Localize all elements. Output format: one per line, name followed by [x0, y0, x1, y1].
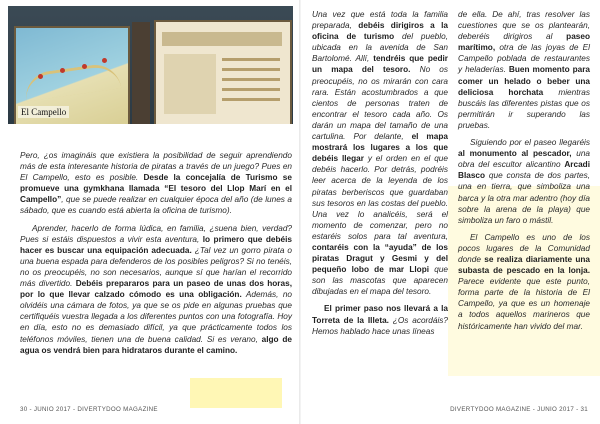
italic-text-run: Pero, ¿os imagináis que existiera la posibilidad de seguir aprendiendo más de esta interesante historia de piratas a través de un juego? Pues en El Campello, esto es posible.	[20, 151, 292, 183]
italic-text-run: Aprender, hacerlo de forma lúdica, en familia, ¿suena bien, verdad? Pues si estáis dispuestos a vivir esta aventura,	[20, 223, 292, 244]
bold-text-run: Arcadi Blasco	[458, 160, 590, 181]
page-gutter	[299, 0, 301, 424]
article-paragraph	[458, 232, 590, 332]
footer-left: 30 - JUNIO 2017 - DIVERTYDOO MAGAZINE	[20, 406, 158, 413]
bold-text-run: algo de agua os vendrá bien para hidrataros durante el camino.	[20, 334, 292, 355]
bold-text-run: al monumento al pescador,	[458, 149, 572, 159]
article-paragraph	[312, 303, 448, 336]
bold-text-run: se realiza diariamente una subasta de pescado en la lonja.	[458, 254, 590, 276]
italic-text-run: Una vez que está toda la familia preparada,	[312, 10, 448, 31]
decorative-yellow-block-left	[190, 378, 282, 408]
bold-text-run: debéis dirigiros a la oficina de turismo	[312, 21, 448, 42]
article-paragraph	[458, 9, 590, 131]
panel-post	[132, 22, 150, 124]
italic-text-run: otra de las joyas de El Campello poblada de restaurantes y heladerías.	[458, 43, 590, 75]
italic-text-run: mientras buscáis las diferentes pistas que os permitirán ir superando las pruebas.	[458, 87, 590, 130]
article-paragraph	[20, 223, 292, 356]
italic-text-run: Parece evidente que este punto, forma parte de la historia de El Campello, ya que es un homenaje a todos aquellos marineros que históricamente han vivido del mar.	[458, 277, 590, 331]
footer-right: DIVERTYDOO MAGAZINE - JUNIO 2017 - 31	[450, 406, 588, 413]
bold-text-run: lo primero que debéis hacer es buscar una equipación adecuada.	[20, 234, 292, 255]
italic-text-run: ¿Tal vez un gorro pirata o una buena espada para defenderos de los posibles peligros? Si no tenéis, no os preocupéis, no son necesarios, aunque sí que harían el recorrido más divertido.	[20, 245, 292, 289]
article-column-right	[458, 9, 590, 338]
italic-text-run: del pueblo, ubicada en la avenida de San Bartolomé. Allí,	[312, 32, 448, 64]
bold-text-run: contaréis con la “ayuda” de los piratas Dragut y Gesmi y del pequeño lobo de mar Llopi	[312, 242, 448, 275]
italic-text-run: Siguiendo por el paseo llegaréis	[470, 138, 590, 148]
italic-text-run: No os preocupéis, no os mirarán con cara rara. Están acostumbrados a que cientos de personas traten de encontrar el tesoro cada año. Os darán un mapa del tamaño de una cartulina. Por delante,	[312, 65, 448, 142]
article-column-left	[20, 150, 292, 362]
bold-text-run: Debéis prepararos para un paseo de unas dos horas, por lo que llevar calzado cómodo es una obligación.	[20, 279, 292, 300]
italic-text-run: El Campello es uno de los pocos lugares de la Comunidad donde	[458, 232, 590, 264]
italic-text-run: y el orden en el que debéis hacerlo. Por detrás, podréis leer acerca de la leyenda de los piratas berberiscos que guardaban sus tesoros en las costas del pueblo. Una vez lo analicéis, será el momento de comenzar, pero no estaréis solos para tal aventura,	[312, 154, 448, 241]
bold-text-run: paseo marítimo,	[458, 32, 590, 53]
italic-text-run: que consta de dos partes, una en tierra, que simboliza una barca y la otra mar adentro (hoy día sobre la arena de la playa) que simboliza un faro o mástil.	[458, 171, 590, 225]
italic-text-run: Además, no olvidéis una cámara de fotos, ya que se os pide en algunas pruebas que certifiquéis vuestra llegada a los diferentes puntos con una fotografía. Hoy en día, esto no es demasiado difícil, ya que prácticamente todos los teléfonos móviles, tienen una de buena calidad. Si es verano,	[20, 290, 292, 344]
italic-text-run: que son las mascotas que aparecen dibujadas en el mapa del tesoro.	[312, 265, 448, 297]
italic-text-run: ¿Os acordáis? Hemos hablado hace unas líneas	[312, 315, 448, 336]
article-paragraph	[312, 9, 448, 297]
bold-text-run: El primer paso nos llevará a la Torreta de la Illeta.	[312, 304, 448, 325]
article-paragraph	[20, 150, 292, 217]
info-panel	[154, 20, 292, 124]
article-paragraph	[458, 137, 590, 226]
bold-text-run: Buen momento para comer un helado o beber una deliciosa horchata	[458, 65, 591, 97]
article-column-middle	[312, 9, 448, 343]
photo-caption: El Campello	[18, 106, 69, 118]
italic-text-run: de ella. De ahí, tras resolver las cuestiones que se os plantearán, deberéis dirigiros al	[458, 10, 590, 42]
italic-text-run: una obra del escultor alicantino	[458, 149, 590, 170]
bold-text-run: el mapa mostrará los lugares a los que debéis llegar	[312, 132, 448, 164]
italic-text-run: , que se puede realizar en cualquier época del año (de lunes a sábado, que es cuando está abierta la oficina de turismo).	[20, 195, 292, 216]
bold-text-run: tendréis que pedir un mapa del tesoro.	[312, 54, 448, 75]
tourism-photo	[8, 6, 293, 124]
bold-text-run: Desde la concejalía de Turismo se promueve una gymkhana llamada “El tesoro del Llop Marí en el Campello”	[20, 173, 292, 205]
